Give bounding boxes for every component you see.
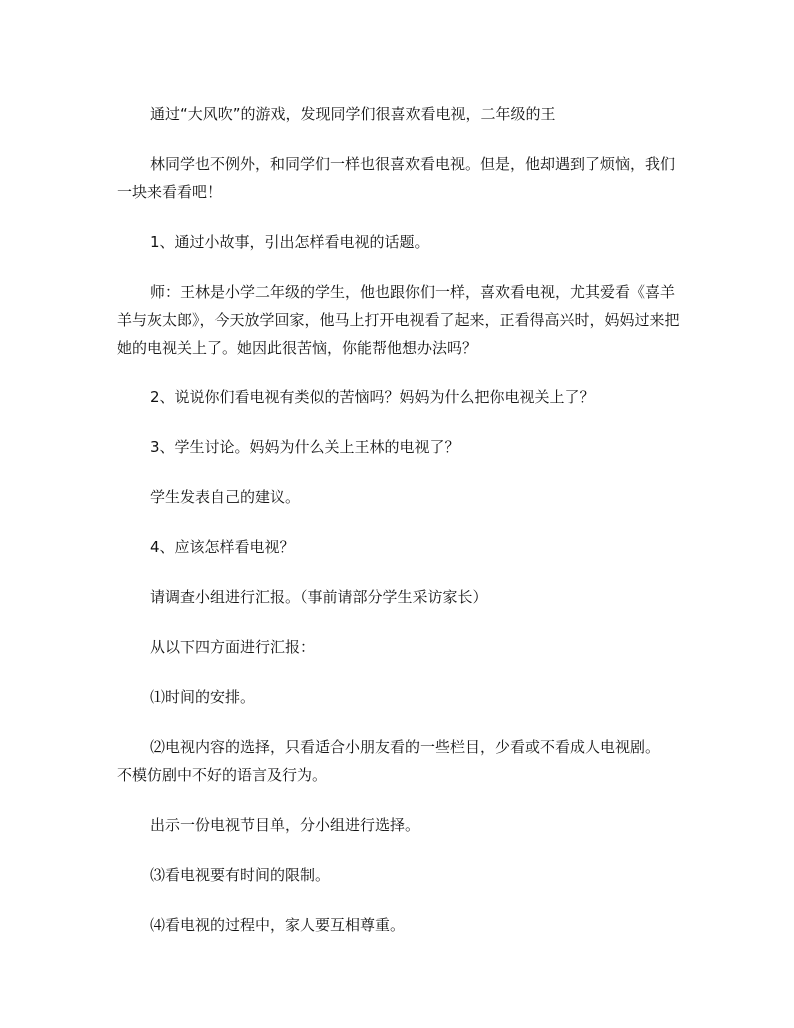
text-line: 她的电视关上了。她因此很苦恼，你能帮他想办法吗？ (117, 339, 478, 357)
text-line: 不模仿剧中不好的语言及行为。 (117, 766, 328, 784)
text-line: 1、通过小故事，引出怎样看电视的话题。 (150, 233, 430, 251)
text-line: ⑶看电视要有时间的限制。 (150, 866, 331, 884)
text-line: ⑵电视内容的选择，只看适合小朋友看的一些栏目，少看或不看成人电视剧。 (150, 738, 661, 756)
paragraph-7 (117, 483, 689, 511)
text-line: 3、学生讨论。妈妈为什么关上王林的电视了？ (150, 438, 460, 456)
paragraph-6 (117, 433, 689, 461)
paragraph-4 (117, 278, 689, 362)
paragraph-3 (117, 228, 689, 256)
paragraph-10 (117, 633, 689, 661)
text-line: ⑴时间的安排。 (150, 688, 256, 706)
text-line: 一块来看看吧！ (117, 183, 223, 201)
paragraph-8 (117, 533, 689, 561)
text-line: 通过“大风吹”的游戏，发现同学们很喜欢看电视，二年级的王 (150, 105, 556, 123)
text-line: 4、应该怎样看电视？ (150, 538, 295, 556)
text-line: 从以下四方面进行汇报： (150, 638, 316, 656)
text-line: 请调查小组进行汇报。（事前请部分学生采访家长） (150, 588, 488, 606)
text-line: 出示一份电视节目单，分小组进行选择。 (150, 816, 421, 834)
text-line: 羊与灰太郎》，今天放学回家，他马上打开电视看了起来，正看得高兴时，妈妈过来把 (117, 311, 680, 329)
text-line: 2、说说你们看电视有类似的苦恼吗？妈妈为什么把你电视关上了？ (150, 388, 595, 406)
text-line: 林同学也不例外，和同学们一样也很喜欢看电视。但是，他却遇到了烦恼，我们 (150, 155, 676, 173)
paragraph-14 (117, 861, 689, 889)
paragraph-9 (117, 583, 689, 611)
paragraph-5 (117, 383, 689, 411)
paragraph-1 (117, 100, 689, 128)
paragraph-2 (117, 150, 689, 206)
paragraph-15 (117, 911, 689, 939)
paragraph-11 (117, 683, 689, 711)
text-line: 师：王林是小学二年级的学生，他也跟你们一样，喜欢看电视，尤其爱看《喜羊 (150, 283, 676, 301)
paragraph-13 (117, 811, 689, 839)
text-line: ⑷看电视的过程中，家人要互相尊重。 (150, 916, 406, 934)
text-line: 学生发表自己的建议。 (150, 488, 301, 506)
paragraph-12 (117, 733, 689, 789)
